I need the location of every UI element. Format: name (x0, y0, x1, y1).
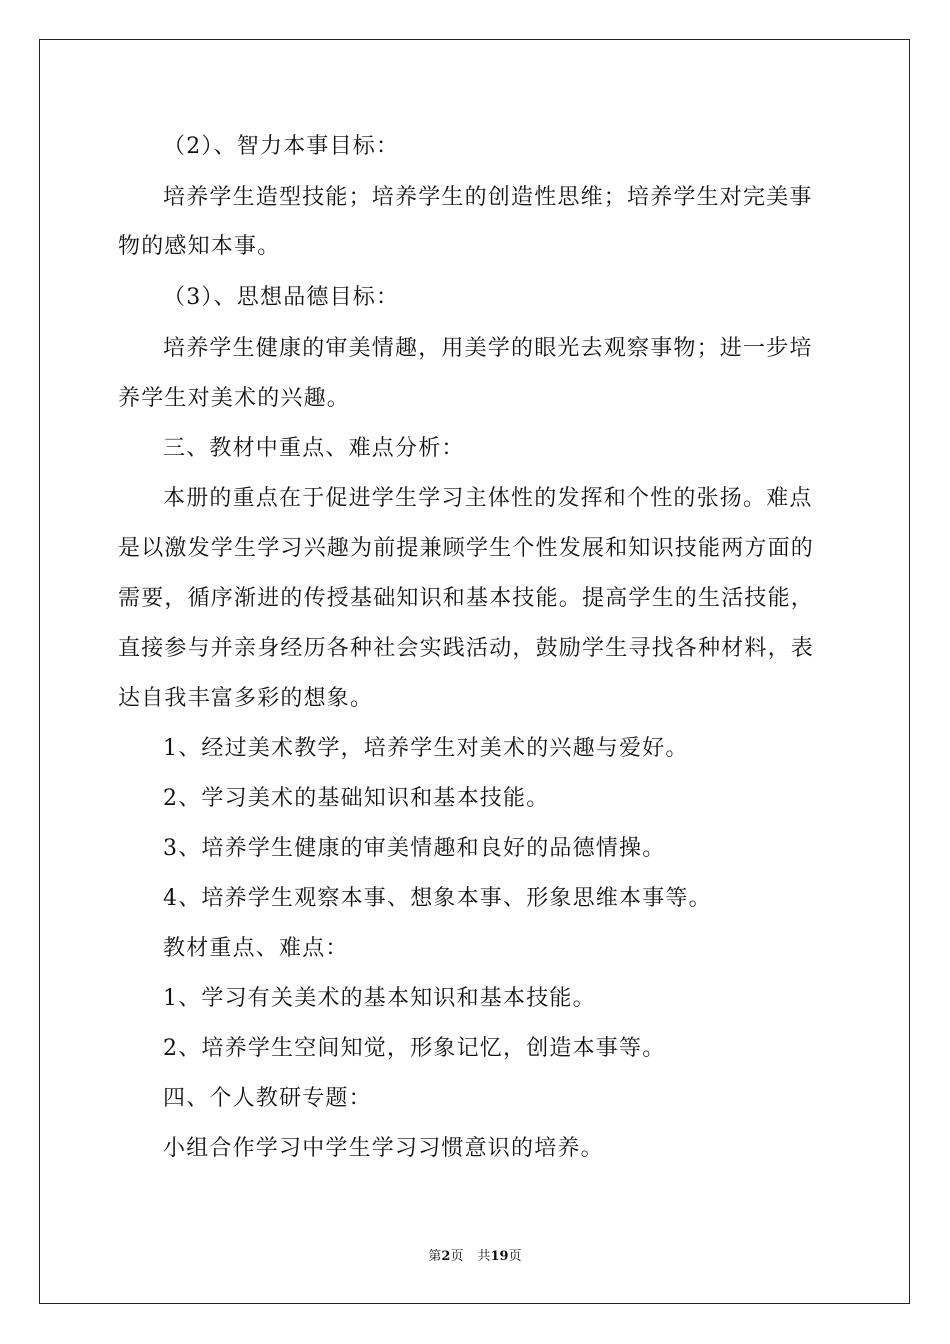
page-border (39, 39, 910, 1304)
paragraph-line: 养学生对美术的兴趣。 (118, 386, 351, 411)
heading-intellect-goal: （2）、智力本事目标： (163, 134, 400, 159)
list-item: 1、学习有关美术的基本知识和基本技能。 (163, 986, 596, 1011)
heading-moral-goal: （3）、思想品德目标： (163, 285, 400, 310)
page-footer (0, 1245, 950, 1264)
list-item: 2、培养学生空间知觉，形象记忆，创造本事等。 (163, 1036, 666, 1061)
total-suffix: 页 (508, 1249, 522, 1264)
list-item: 3、培养学生健康的审美情趣和良好的品德情操。 (163, 836, 666, 861)
subheading-key-points: 教材重点、难点： (163, 936, 349, 961)
page-number: 2 (441, 1249, 451, 1264)
list-item: 2、学习美术的基础知识和基本技能。 (163, 786, 550, 811)
paragraph-line: 达自我丰富多彩的想象。 (118, 686, 374, 711)
page-prefix: 第 (428, 1249, 442, 1264)
paragraph-line: 直接参与并亲身经历各种社会实践活动，鼓励学生寻找各种材料，表 (118, 636, 815, 661)
list-item: 4、培养学生观察本事、想象本事、形象思维本事等。 (163, 886, 712, 911)
paragraph-line: 是以激发学生学习兴趣为前提兼顾学生个性发展和知识技能两方面的 (118, 536, 815, 561)
paragraph-line: 培养学生健康的审美情趣，用美学的眼光去观察事物；进一步培 (163, 336, 813, 361)
paragraph-line: 培养学生造型技能；培养学生的创造性思维；培养学生对完美事 (163, 185, 813, 210)
list-item: 1、经过美术教学，培养学生对美术的兴趣与爱好。 (163, 736, 689, 761)
page-suffix: 页 (450, 1249, 464, 1264)
total-prefix: 共 (477, 1249, 491, 1264)
paragraph-line: 小组合作学习中学生学习习惯意识的培养。 (163, 1136, 604, 1161)
paragraph-line: 需要，循序渐进的传授基础知识和基本技能。提高学生的生活技能， (118, 586, 815, 611)
section-heading-key-points: 三、教材中重点、难点分析： (163, 436, 465, 461)
paragraph-line: 物的感知本事。 (118, 234, 281, 259)
paragraph-line: 本册的重点在于促进学生学习主体性的发挥和个性的张扬。难点 (163, 486, 813, 511)
section-heading-research-topic: 四、个人教研专题： (163, 1086, 372, 1111)
total-pages: 19 (490, 1249, 509, 1264)
